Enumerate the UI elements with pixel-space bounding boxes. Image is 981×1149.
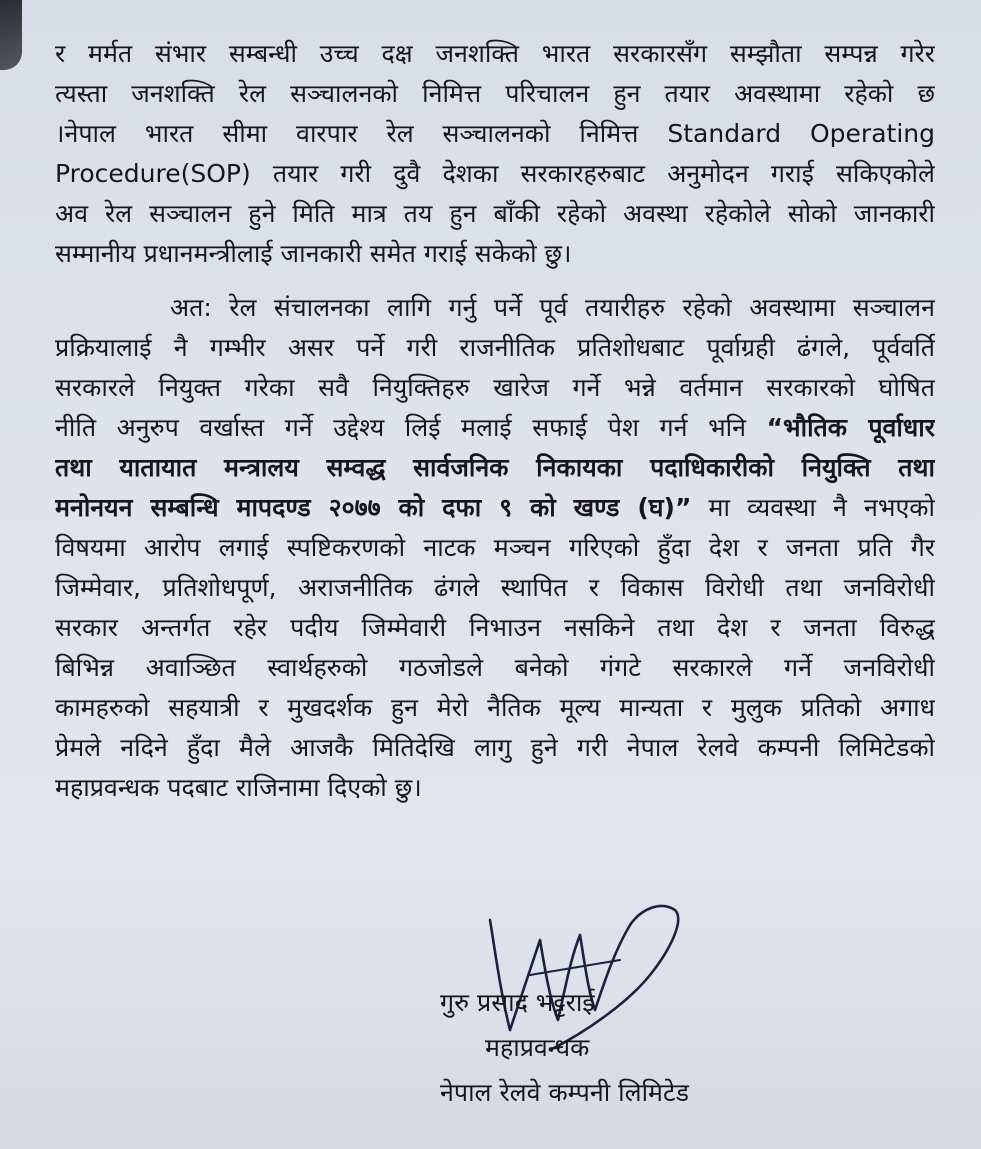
p1-line-3: ।नेपाल भारत सीमा वारपार रेल सञ्चालनको निमित्त Standard Operating (55, 119, 935, 148)
p2-line-12: प्रेमले नदिने हुँदा मैले आजकै मितिदेखि लागु हुने गरी नेपाल रेलवे कम्पनी लिमिटेडको (55, 733, 935, 762)
p2-line-5: तथा यातायात मन्त्रालय सम्वद्ध सार्वजनिक निकायका पदाधिकारीको नियुक्ति तथा (55, 453, 935, 482)
p2-line-4-bold: “भौतिक पूर्वाधार (766, 413, 935, 442)
p2-line-10: बिभिन्न अवाञ्छित स्वार्थहरुको गठजोडले बनेको गंगटे सरकारले गर्ने जनविरोधी (55, 653, 935, 682)
p2-line-7: विषयमा आरोप लगाई स्पष्टिकरणको नाटक मञ्चन गरिएको हुँदा देश र जनता प्रति गैर (55, 533, 935, 562)
p2-line-9: सरकार अन्तर्गत रहेर पदीय जिम्मेवारी निभाउन नसकिने तथा देश र जनता विरुद्ध (55, 613, 935, 642)
photo-corner-shadow (0, 0, 22, 70)
paragraph-1 (55, 34, 935, 274)
letter-body (55, 34, 935, 808)
p2-line-1: अत: रेल संचालनका लागि गर्नु पर्ने पूर्व तयारीहरु रहेको अवस्थामा सञ्चालन (170, 293, 935, 322)
p2-line-4 (55, 408, 935, 448)
p2-line-6-bold: मनोनयन सम्बन्धि मापदण्ड २०७७ को दफा ९ को खण्ड (घ)” (55, 493, 692, 522)
signatory-name: गुरु प्रसाद भट्टराई (440, 988, 595, 1017)
signatory-organization: नेपाल रेलवे कम्पनी लिमिटेड (440, 1078, 689, 1107)
p2-line-4-regular: नीति अनुरुप वर्खास्त गर्ने उद्देश्य लिई मलाई सफाई पेश गर्न भनि (55, 413, 767, 442)
p2-line-13: महाप्रवन्धक पदबाट राजिनामा दिएको छु। (55, 773, 422, 802)
p2-line-6 (55, 488, 935, 528)
p1-line-1: र मर्मत संभार सम्बन्धी उच्च दक्ष जनशक्ति भारत सरकारसँग सम्झौता सम्पन्न गरेर (55, 39, 935, 68)
p1-line-4: Procedure(SOP) तयार गरी दुवै देशका सरकारहरुबाट अनुमोदन गराई सकिएकोले (55, 159, 935, 188)
p2-line-6-regular: मा व्यवस्था नै नभएको (691, 493, 935, 522)
signatory-title: महाप्रवन्धक (485, 1033, 590, 1062)
p1-line-2: त्यस्ता जनशक्ति रेल सञ्चालनको निमित्त परिचालन हुन तयार अवस्थामा रहेको छ (55, 79, 935, 108)
p1-line-6: सम्मानीय प्रधानमन्त्रीलाई जानकारी समेत गराई सकेको छु। (55, 239, 572, 268)
p1-line-5: अव रेल सञ्चालन हुने मिति मात्र तय हुन बाँकी रहेको अवस्था रहेकोले सोको जानकारी (55, 199, 935, 228)
p2-line-2: प्रक्रियालाई नै गम्भीर असर पर्ने गरी राजनीतिक प्रतिशोधबाट पूर्वाग्रही ढंगले, पूर्ववर्ति (55, 333, 935, 362)
paragraph-2 (55, 288, 935, 808)
p2-line-8: जिम्मेवार, प्रतिशोधपूर्ण, अराजनीतिक ढंगले स्थापित र विकास विरोधी तथा जनविरोधी (55, 573, 935, 602)
signature-block (440, 980, 800, 1115)
p2-line-3: सरकारले नियुक्त गरेका सवै नियुक्तिहरु खारेज गर्ने भन्ने वर्तमान सरकारको घोषित (55, 373, 935, 402)
p2-line-11: कामहरुको सहयात्री र मुखदर्शक हुन मेरो नैतिक मूल्य मान्यता र मुलुक प्रतिको अगाध (55, 693, 935, 722)
